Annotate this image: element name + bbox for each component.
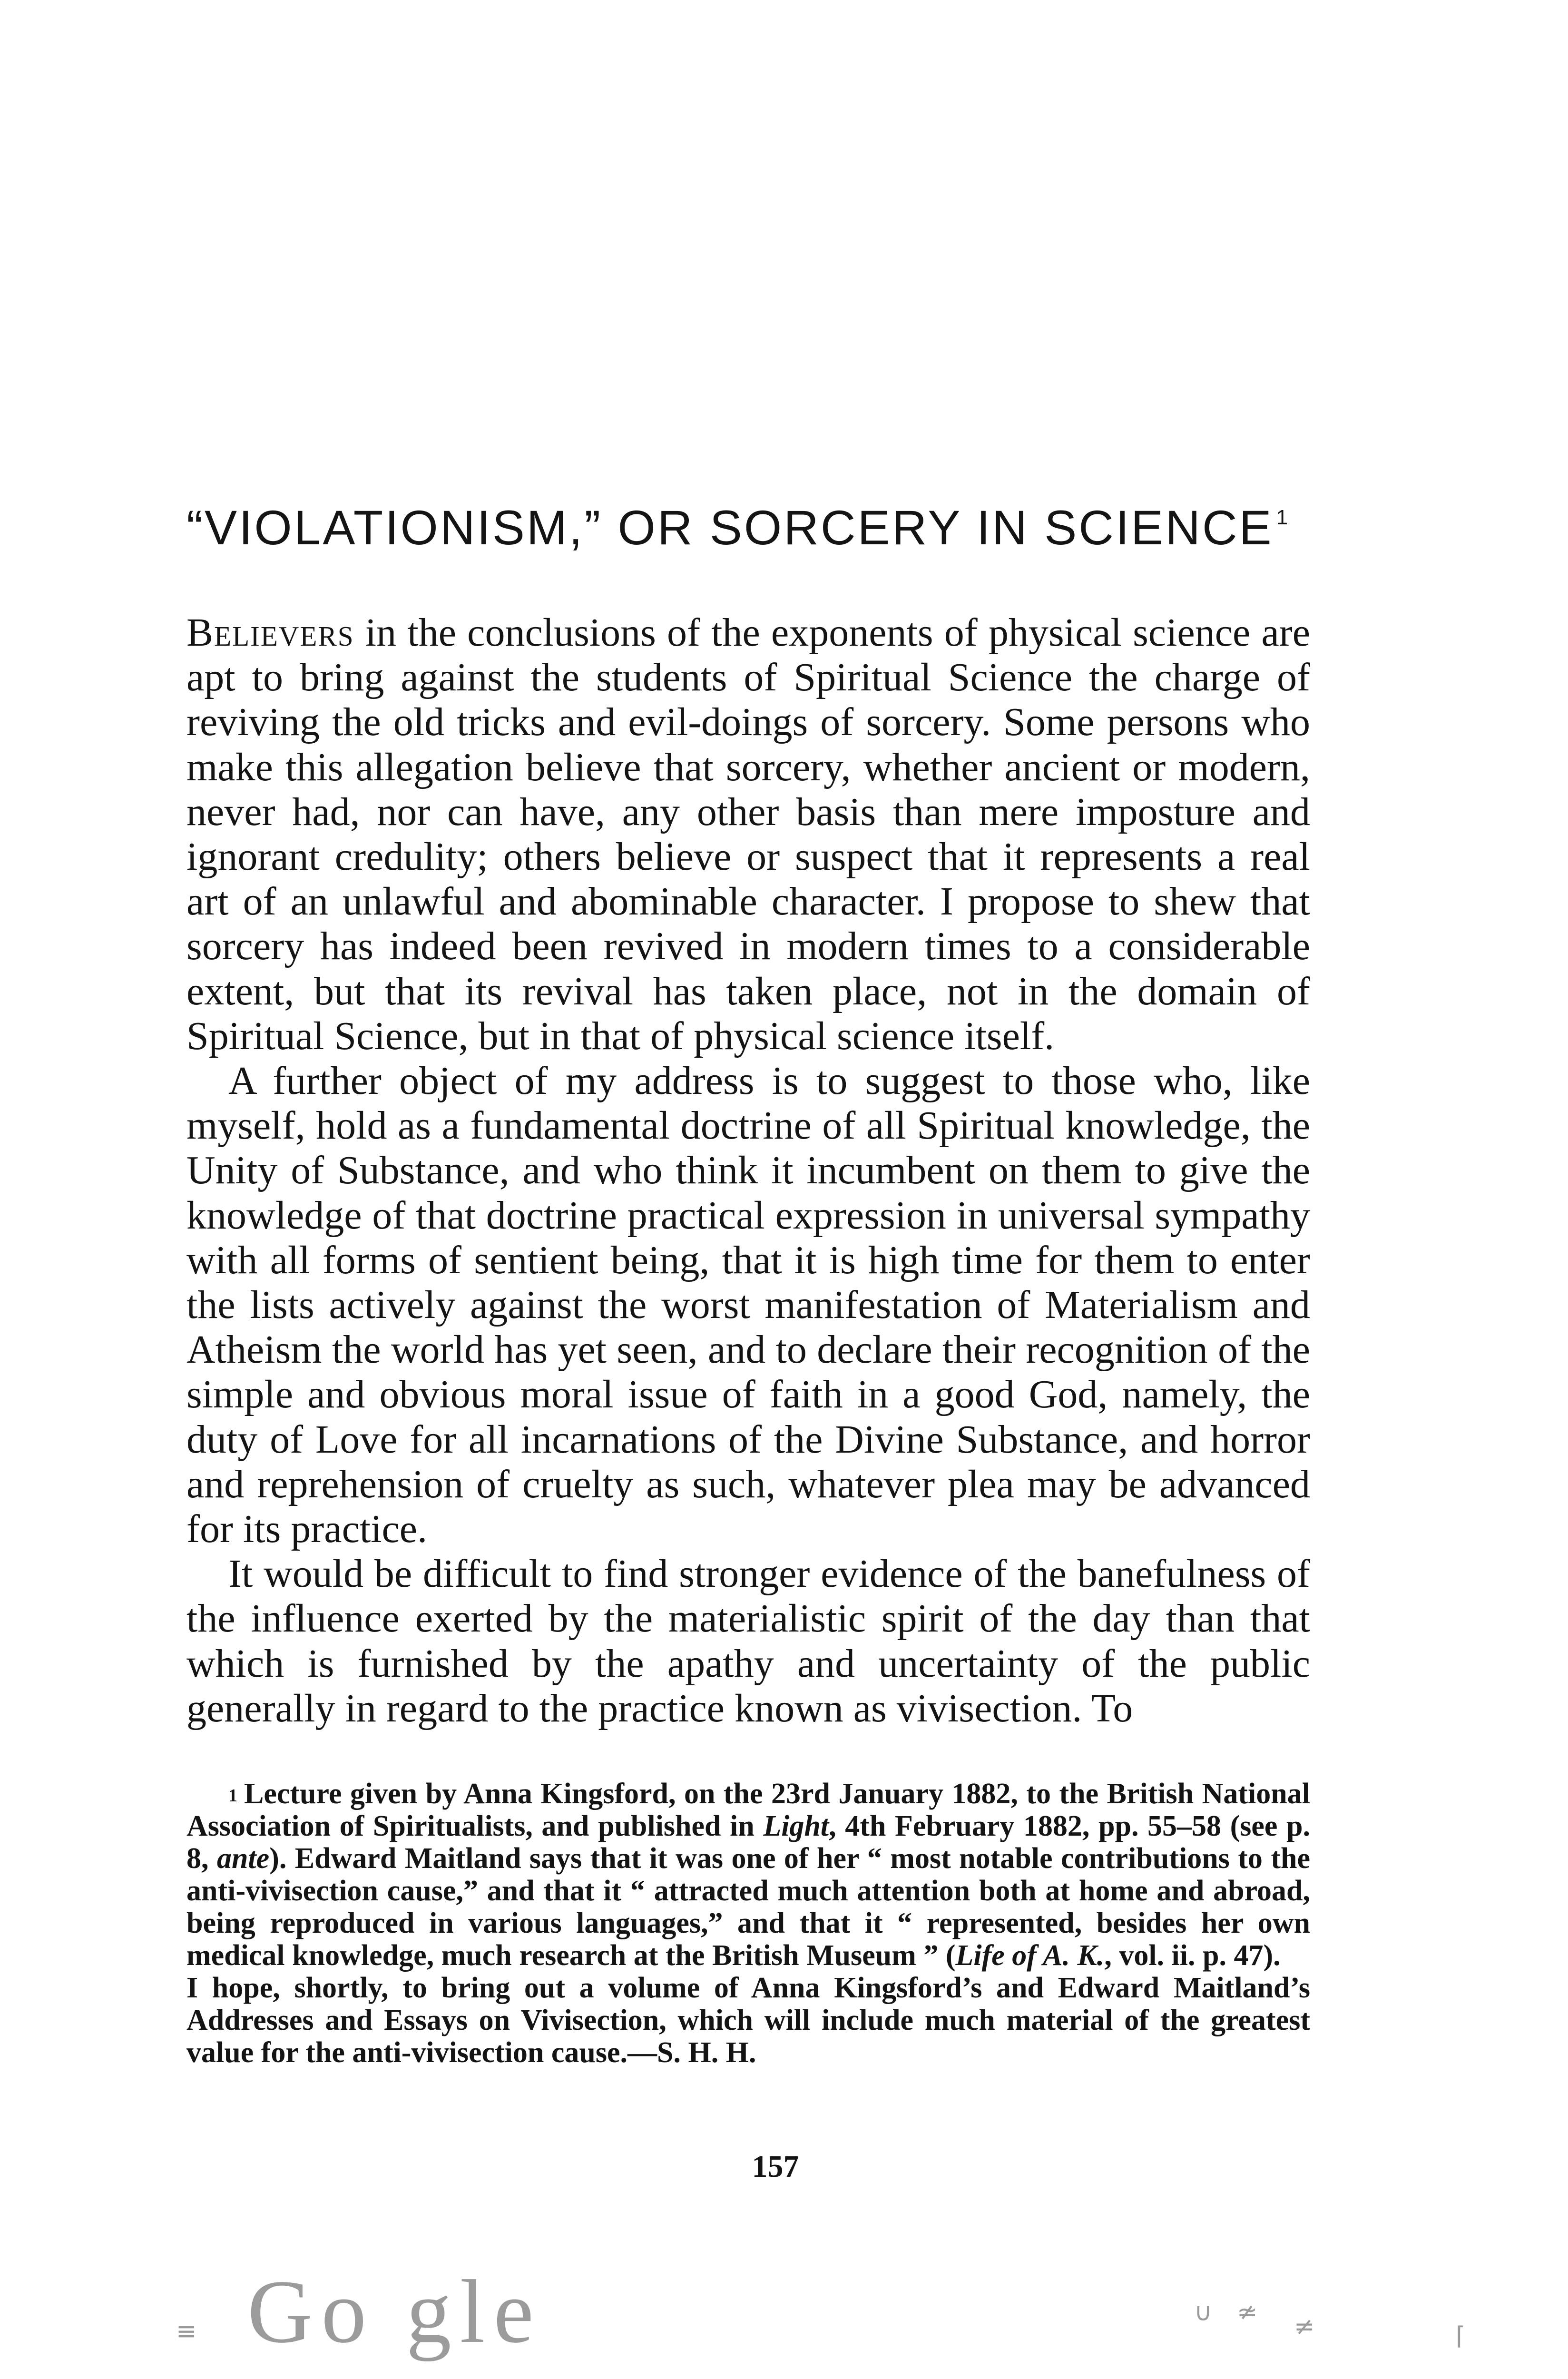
scan-artifact-mark: ≠ <box>1294 2312 1315 2341</box>
scan-artifact-mark: ≄ <box>1237 2298 1258 2327</box>
paragraph-1-text: in the conclusions of the exponents of physical science are apt to bring against the students of Spiritual Science the charge of reviving the old tricks and evil-doings of sorcery. Some persons who make this allegation believe that sorcery, whether ancient or modern, never had, nor can have, any other basis than mere imposture and ignorant credulity; others believe or suspect that it represents a real art of an unlawful and abominable character. I propose to shew that sorcery has indeed been revived in modern times to a considerable extent, but that its revival has taken place, not in the domain of Spiritual Science, but in that of physical science itself. <box>186 610 1310 1058</box>
footnote-1-part-c: ). Edward Maitland says that it was one of her “ most notable contributions to the anti-vivisection cause,” and that it “ attracted much attention both at home and abroad, being reproduced in various languages,” and that it “ represented, besides her own medical knowledge, much research at the British Museum ” ( <box>186 1842 1310 1972</box>
footnote-1-life: Life of A. K. <box>955 1939 1105 1972</box>
footnotes <box>186 1778 1310 2069</box>
chapter-title-text: “VIOLATIONISM,” OR SORCERY IN SCIENCE <box>186 501 1274 555</box>
footnote-1-ante: ante <box>216 1842 270 1875</box>
title-footnote-ref: 1 <box>1276 506 1290 529</box>
paragraph-1-lead: Believers <box>186 610 354 655</box>
scan-artifact-mark: ∪ <box>1194 2298 1213 2327</box>
footnote-mark: 1 <box>228 1786 237 1806</box>
footnote-1 <box>186 1778 1310 1972</box>
scan-artifact-mark: ≡ <box>176 2317 197 2346</box>
footnote-1-part-d: , vol. ii. p. 47). <box>1104 1939 1281 1972</box>
footnote-1-light: Light <box>763 1810 829 1842</box>
page-number: 157 <box>752 2149 799 2184</box>
chapter-title <box>186 501 1310 555</box>
paragraph-2: A further object of my address is to suggest to those who, like myself, hold as a fundamental doctrine of all Spiritual knowledge, the Unity of Substance, and who think it incumbent on them to give the knowledge of that doctrine practical expression in universal sympathy with all forms of sentient being, that it is high time for them to enter the lists actively against the worst manifestation of Materialism and Atheism the world has yet seen, and to declare their recognition of the simple and obvious moral issue of faith in a good God, namely, the duty of Love for all incarnations of the Divine Substance, and horror and reprehension of cruelty as such, whatever plea may be advanced for its practice. <box>186 1059 1310 1552</box>
footnote-1-part-a: Lecture given by Anna Kingsford, on the 23rd January 1882, to the British National Association of Spiritualists, and published in <box>186 1778 1310 1842</box>
google-watermark: Go gle <box>247 2262 542 2362</box>
paragraph-3: It would be difficult to find stronger evidence of the banefulness of the influence exerted by the materialistic spirit of the day than that which is furnished by the apathy and uncertainty of the public generally in regard to the practice known as vivisection. To <box>186 1552 1310 1730</box>
footnote-1-part-b: , 4th February 1882, pp. 55–58 (see p. 8, <box>186 1810 1310 1875</box>
footnote-2: I hope, shortly, to bring out a volume of Anna Kingsford’s and Edward Maitland’s Addresses and Essays on Vivisection, which will include much material of the greatest value for the anti-vivisection cause.—S. H. H. <box>186 1972 1310 2069</box>
scan-artifact-mark: ⌈ <box>1456 2322 1466 2350</box>
paragraph-1 <box>186 610 1310 1059</box>
body-text <box>186 610 1310 1731</box>
